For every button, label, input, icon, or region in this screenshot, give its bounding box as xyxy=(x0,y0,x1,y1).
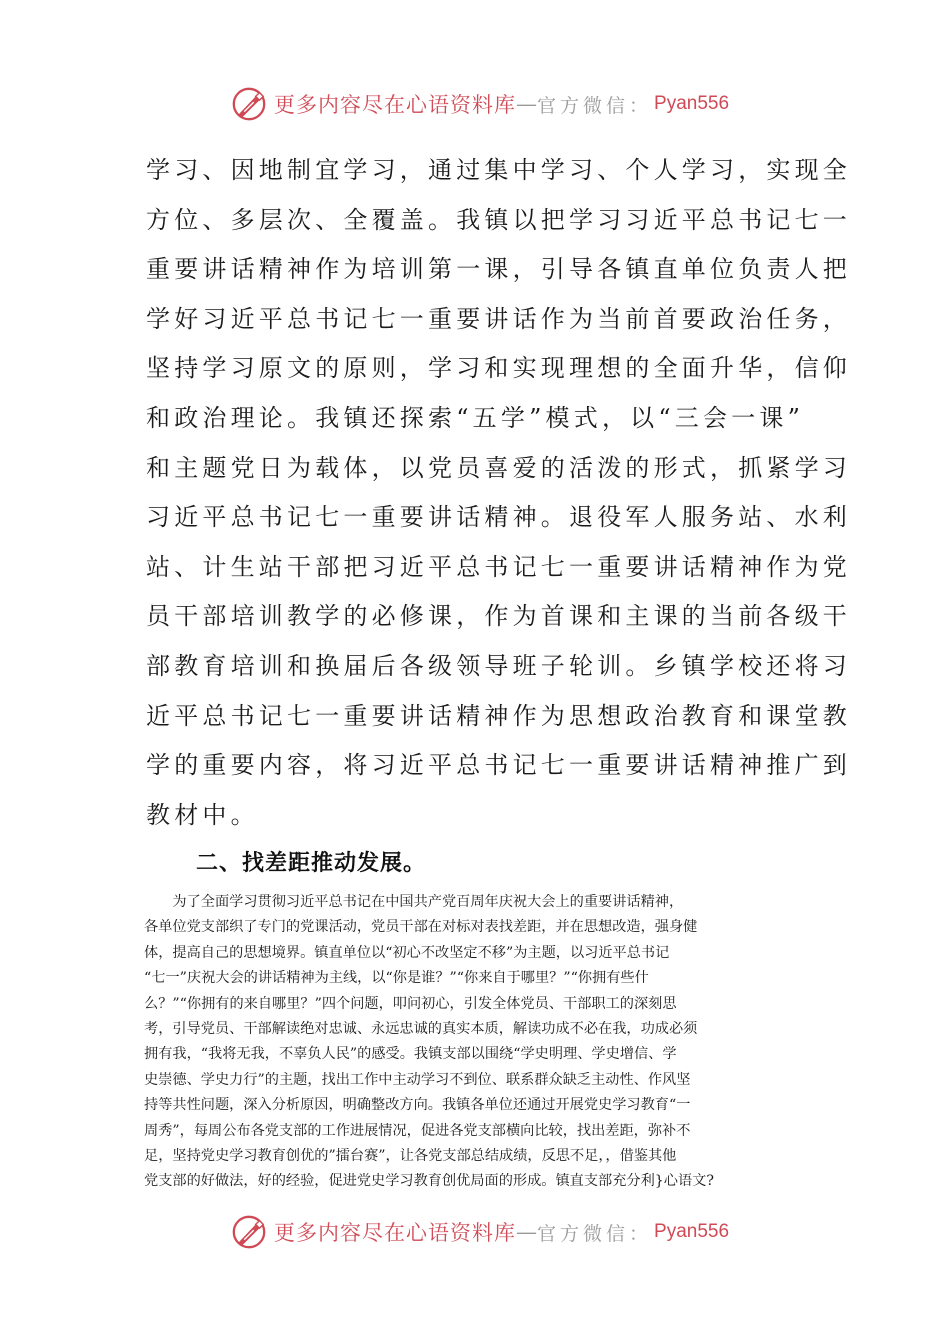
banner-text: 更多内容尽在心语资料库 xyxy=(274,1221,516,1245)
banner-wechat-id: Pyan556 xyxy=(654,1221,730,1242)
text-line: 史崇德、学史力行”的主题，找出工作中主动学习不到位、联系群众缺乏主动性、作风坚 xyxy=(144,1071,691,1088)
pen-nib-logo-icon xyxy=(230,1213,268,1251)
text-line: 站、计生站干部把习近平总书记七一重要讲话精神作为党 xyxy=(146,552,851,581)
text-line: 各单位党支部织了专门的党课活动，党员干部在对标对表找差距，并在思想改造，强身健 xyxy=(144,919,698,936)
text-line: 持等共性问题，深入分析原因，明确整改方向。我镇各单位还通过开展党史学习教育“一 xyxy=(144,1097,691,1114)
section-heading: 二、找差距推动发展。 xyxy=(196,851,427,876)
body-paragraph-small xyxy=(144,890,824,1195)
text-line: 近平总书记七一重要讲话精神作为思想政治教育和课堂教 xyxy=(146,701,851,730)
text-line: 周秀”，每周公布各党支部的工作进展情况，促进各党支部横向比较，找出差距，弥补不 xyxy=(144,1122,691,1139)
footer-watermark-banner xyxy=(230,1210,750,1254)
text-line: 党支部的好做法，好的经验，促进党史学习教育创优局面的形成。镇直支部充分利}心语文? xyxy=(144,1173,714,1190)
text-line: 和主题党日为载体，以党员喜爱的活泼的形式，抓紧学习 xyxy=(146,453,851,482)
text-line: 部教育培训和换届后各级领导班子轮训。乡镇学校还将习 xyxy=(146,651,851,680)
text-line: 拥有我，“我将无我，不辜负人民”的感受。我镇支部以围绕“学史明理、学史增信、学 xyxy=(144,1046,677,1063)
text-line: 考，引导党员、干部解读绝对忠诚、永远忠诚的真实本质，解读功成不必在我，功成必须 xyxy=(144,1020,698,1037)
text-line: 习近平总书记七一重要讲话精神。退役军人服务站、水利 xyxy=(146,503,851,532)
text-line: 学好习近平总书记七一重要讲话作为当前首要政治任务， xyxy=(146,304,851,333)
text-line: 足，坚持党史学习教育创优的”擂台赛”，让各党支部总结成绩，反思不足，，借鉴其他 xyxy=(144,1147,677,1164)
text-line: 体，提高自己的思想境界。镇直单位以“初心不改坚定不移”为主题，以习近平总书记 xyxy=(144,944,670,961)
text-line: 和政治理论。我镇还探索“五学”模式，以“三会一课” xyxy=(146,403,805,432)
banner-text: 更多内容尽在心语资料库 xyxy=(274,93,516,117)
text-line: 坚持学习原文的原则，学习和实现理想的全面升华，信仰 xyxy=(146,354,851,383)
banner-wechat-label: 官方微信： xyxy=(537,94,653,117)
text-line: “七一”庆祝大会的讲话精神为主线，以“你是谁？”“你来自于哪里？”“你拥有些什 xyxy=(144,970,649,987)
text-line: 员干部培训教学的必修课，作为首课和主课的当前各级干 xyxy=(146,602,851,631)
pen-nib-logo-icon xyxy=(230,85,268,123)
text-line: 学的重要内容，将习近平总书记七一重要讲话精神推广到 xyxy=(146,751,851,780)
header-watermark-banner xyxy=(230,82,750,126)
text-line: 教材中。 xyxy=(146,800,259,829)
banner-separator: — xyxy=(516,1220,537,1244)
text-line: 么？”“你拥有的来自哪里？”四个问题，叩问初心，引发全体党员、干部职工的深刻思 xyxy=(144,995,677,1012)
text-line: 学习、因地制宜学习，通过集中学习、个人学习，实现全 xyxy=(146,156,851,184)
text-line: 重要讲话精神作为培训第一课，引导各镇直单位负责人把 xyxy=(146,255,851,284)
banner-wechat-id: Pyan556 xyxy=(654,93,730,114)
text-line: 方位、多层次、全覆盖。我镇以把学习习近平总书记七一 xyxy=(146,205,851,234)
body-paragraph-large xyxy=(146,146,851,840)
banner-separator: — xyxy=(516,92,537,116)
banner-wechat-label: 官方微信： xyxy=(537,1222,653,1245)
text-line: 为了全面学习贯彻习近平总书记在中国共产党百周年庆祝大会上的重要讲话精神， xyxy=(144,894,684,910)
